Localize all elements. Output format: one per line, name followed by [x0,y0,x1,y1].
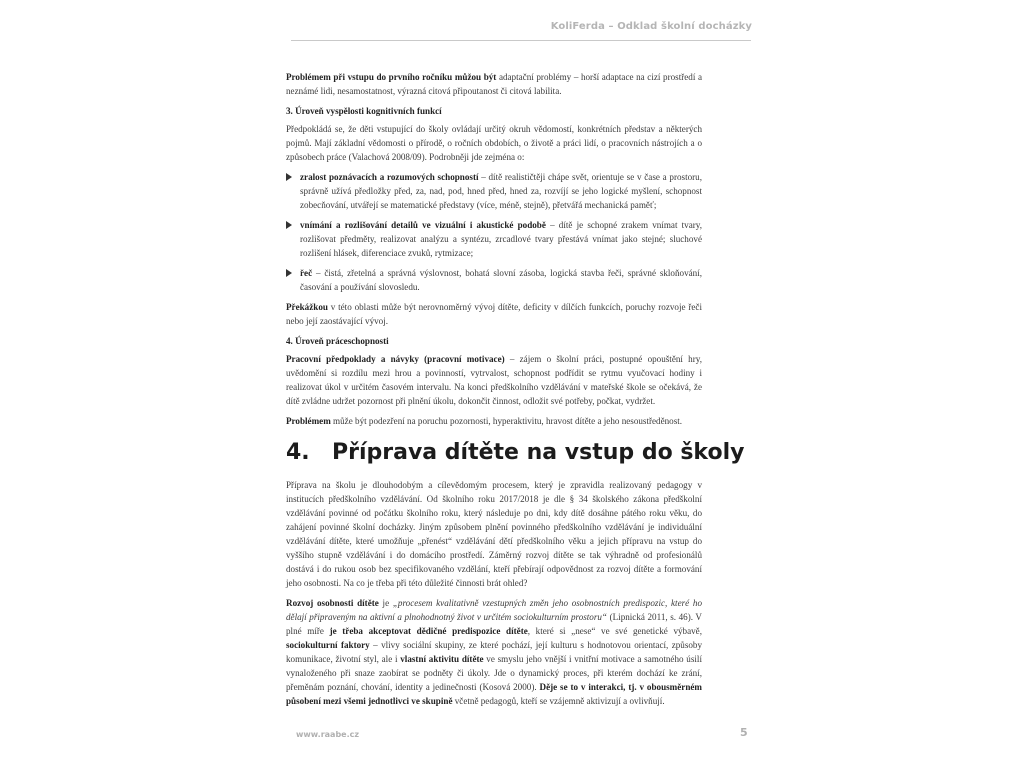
run-italic: „procesem kvalitativně vzestupných změn jeho osobnostních predispozic, které ho dělají připraveným na aktivní a plnohodnotný život v určitém sociokulturním prostoru“ [286,598,703,622]
paragraph-lead: Pracovní předpoklady a návyky (pracovní motivace) [286,354,505,364]
bullet-list-cognitive [286,170,702,294]
running-head: KoliFerda – Odklad školní docházky [550,21,752,32]
run-bold: Rozvoj osobnosti dítěte [286,598,379,608]
arrow-bullet-icon [286,269,292,277]
bullet-text: – dítě je schopné zrakem vnímat tvary, rozlišovat předměty, realizovat analýzu a syntézu, zrcadlové tvary přestává vnímat jako stejné; sluchové rozlišení hlásek, diferenciace zvuků, rytmizace; [300,220,703,258]
paragraph-text: v této oblasti může být nerovnoměrný vývoj dítěte, deficity v dílčích funkcích, poruchy rozvoje řeči nebo její zaostávající vývoj. [286,302,702,326]
chapter-number: 4. [286,440,310,465]
run-bold: Děje se to v interakci, tj. v obousměrném působení mezi všemi jednotlivci ve skupině [286,682,702,706]
page-number: 5 [740,726,748,739]
paragraph-obstacle [286,300,702,328]
paragraph-lead: Problémem při vstupu do prvního ročníku můžou být [286,72,497,82]
paragraph-preparation: Příprava na školu je dlouhodobým a cílevědomým procesem, který je zpravidla realizovaný pedagogy v institucích předškolního vzdělávání. Od školního roku 2017/2018 je dle § 34 školského zákona předškolní vzdělávání povinné od počátku školního roku, který následuje po dni, kdy dítě dosáhne pátého roku věku, do zahájení povinné školní docházky. Jiným způsobem plnění povinného předškolního vzdělávání je individuální vzdělávání dítěte, které umožňuje „přenést“ vzdělávání dětí předškolního věku a jejich přípravu na vstup do vyššího stupně vzdělávání i do domácího prostředí. Záměrný rozvoj dítěte se tak výhradně od profesionálů dostává i do rukou osob bez specifikovaného vzdělání, kteří přebírají odpovědnost za rozvoj dítěte a formování jeho osobnosti. Na co je třeba při této důležité činnosti brát ohled? [286,480,702,588]
chapter-title-text: Příprava dítěte na vstup do školy [332,440,745,465]
arrow-bullet-icon [286,173,292,181]
bullet-item [286,170,702,212]
paragraph-adaptation [286,70,702,98]
paragraph-text: adaptační problémy – horší adaptace na cizí prostředí a neznámé lidi, nesamostatnost, výrazná citová připoutanost či citová labilita. [286,72,702,96]
paragraph-problem [286,414,702,428]
run-bold: je třeba akceptovat dědičné predispozice dítěte [329,626,528,636]
header-rule [291,40,751,41]
run-bold: vlastní aktivitu dítěte [400,654,484,664]
bullet-text: – čistá, zřetelná a správná výslovnost, bohatá slovní zásoba, logická stavba řeči, správné skloňování, časování a používání slovosledu. [300,268,702,292]
bullet-lead: řeč [300,268,313,278]
paragraph-lead: Problémem [286,416,331,426]
page-content [286,70,745,714]
paragraph-text: může být podezření na poruchu pozornosti, hyperaktivitu, hravost dítěte a jeho nesoustředěnost. [330,416,683,426]
section-heading-cognitive: 3. Úroveň vyspělosti kognitivních funkcí [286,106,442,116]
arrow-bullet-icon [286,221,292,229]
chapter-title [286,440,745,466]
run-text: – vlivy sociální skupiny, ze které pochází, její kulturu s hodnotovou orientací, způsoby komunikace, životní styl, ale i [286,640,702,664]
bullet-lead: zralost poznávacích a rozumových schopností [300,172,479,182]
section-heading-work-ability: 4. Úroveň práceschopnosti [286,336,389,346]
run-text: , které si „nese“ ve své genetické výbavě, [527,626,702,636]
run-text: (Lipnická 2011, s. 46). V plné míře [286,612,702,636]
footer-url: www.raabe.cz [296,730,360,739]
bullet-text: – dítě realističtěji chápe svět, orientuje se v čase a prostoru, správně užívá předložky před, za, nad, pod, hned před, hned za, rozvíjí se jeho logické myšlení, schopnost zobecňování, utvářejí se matematické představy (více, méně, stejně), přetvářá mechanická paměť; [300,172,702,210]
run-text: ve smyslu jeho vnější i vnitřní motivace a samotného úsilí vynaloženého při snaze zaobírat se podněty či úkoly. Jde o dynamický proces, při kterém dochází ke zrání, přeměnám poznání, chování, identity a jedinečnosti (Kosová 2000). [286,654,702,692]
run-text: je [378,598,393,608]
run-bold: sociokulturní faktory [286,640,370,650]
run-text: včetně pedagogů, kteří se vzájemně aktivizují a ovlivňují. [452,696,665,706]
paragraph-lead: Překážkou [286,302,328,312]
paragraph-work-habits [286,352,702,408]
bullet-item [286,266,702,294]
bullet-lead: vnímání a rozlišování detailů ve vizuální i akustické podobě [300,220,546,230]
paragraph-text: – zájem o školní práci, postupné opouštění hry, uvědomění si rozdílu mezi hrou a povinností, vytrvalost, schopnost podřídit se rytmu vyučovací hodiny i realizovat úkol v určitém časovém intervalu. Na konci předškolního vzdělávání v mateřské škole se očekává, že dítě zvládne udržet pozornost při plnění úkolu, dokončit činnost, odložit své potřeby, počkat, vydržet. [286,354,702,406]
paragraph-cognitive-intro: Předpokládá se, že děti vstupující do školy ovládají určitý okruh vědomostí, konkrétních představ a některých pojmů. Mají základní vědomosti o přírodě, o ročních obdobích, o životě a práci lidí, o pracovních nástrojích a o způsobech práce (Valachová 2008/09). Podrobněji jde zejména o: [286,124,702,162]
bullet-item [286,218,702,260]
paragraph-personality-development [286,596,702,708]
